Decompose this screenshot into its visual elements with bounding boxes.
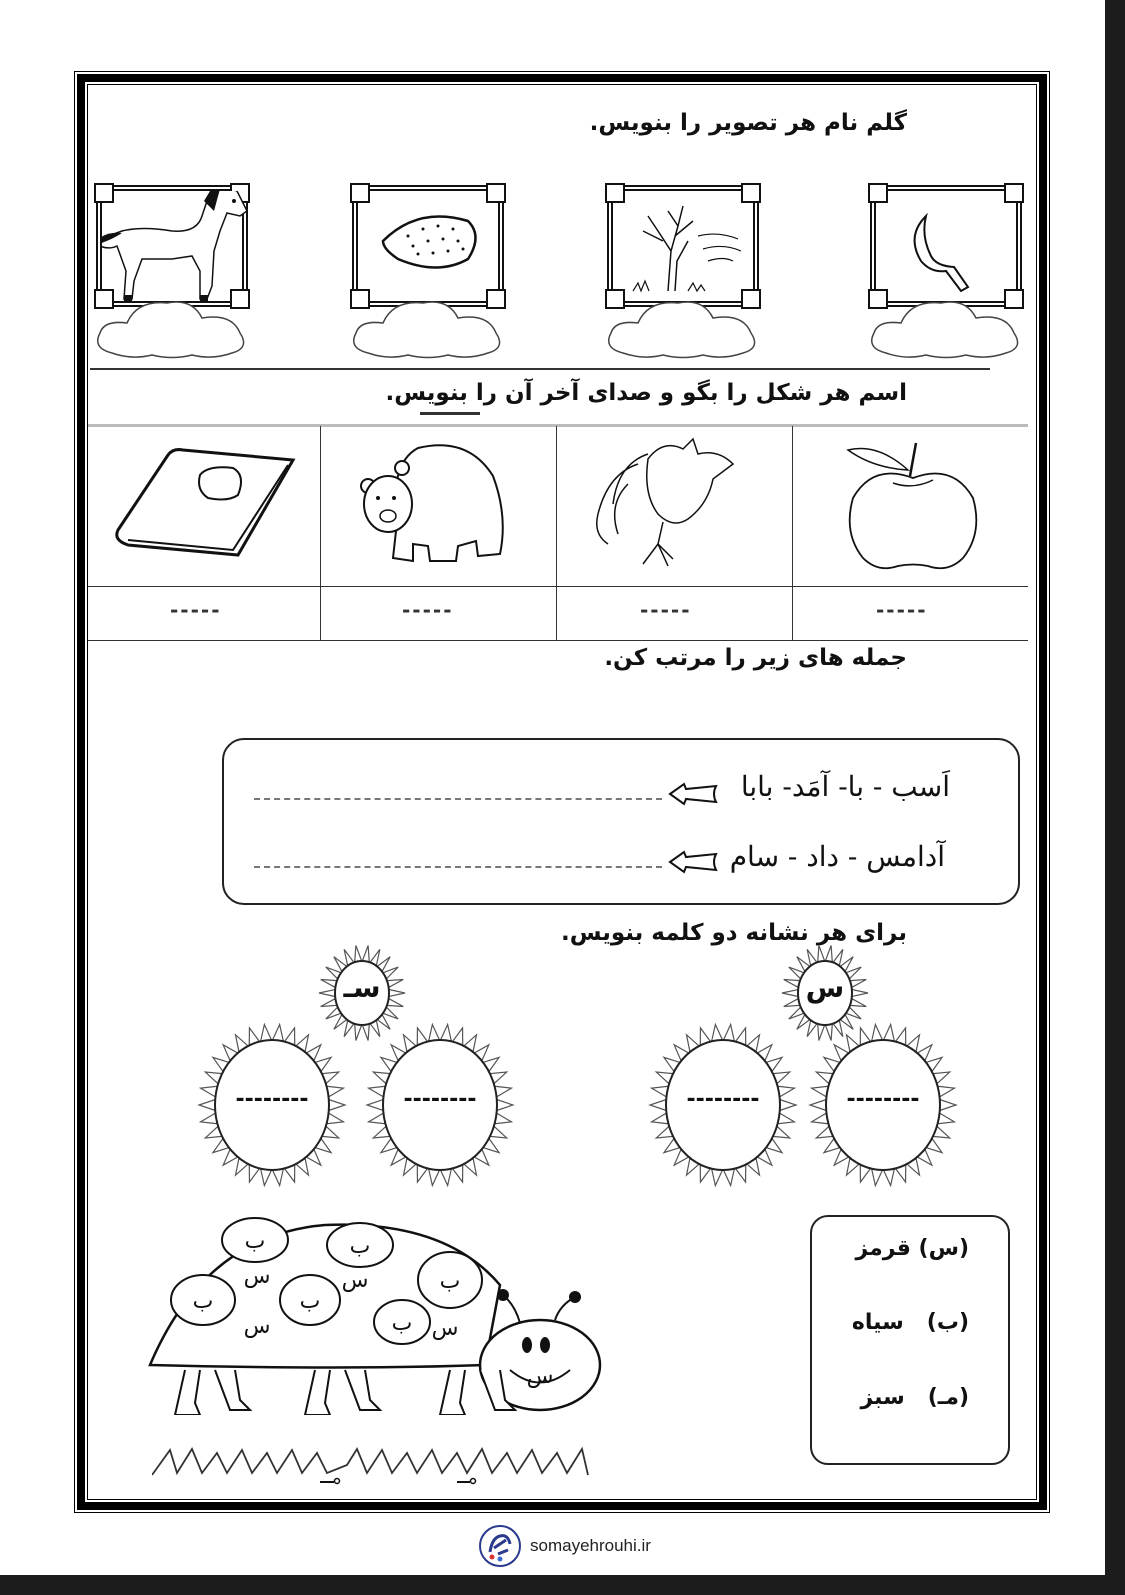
table-divider <box>792 426 793 640</box>
answer-blank-apple[interactable]: ----- <box>876 598 928 622</box>
horse-icon <box>102 191 254 313</box>
footer <box>478 1521 651 1571</box>
ladybug-letter: س <box>526 1364 554 1389</box>
petal <box>884 1024 895 1040</box>
word-blank[interactable]: -------- <box>686 1087 760 1112</box>
sentence-answer-line-1[interactable] <box>254 798 662 800</box>
petal <box>273 1024 284 1040</box>
heading-underline <box>420 412 480 415</box>
petal <box>362 945 369 961</box>
windy-tree-icon <box>613 191 765 313</box>
legend-color: سبز <box>860 1385 905 1410</box>
ladybug-letter: ب <box>391 1311 413 1336</box>
petal <box>724 1169 735 1185</box>
petal <box>872 1024 883 1040</box>
petal <box>273 1169 284 1185</box>
petal <box>261 1169 272 1185</box>
table-bottom-border <box>88 640 1028 641</box>
petal <box>940 1100 956 1111</box>
petal <box>497 1100 513 1111</box>
arrow-left-icon <box>668 848 720 876</box>
sentences-box <box>222 738 1020 905</box>
petal <box>650 1100 666 1111</box>
arrow-left-icon <box>668 780 720 808</box>
petal <box>355 945 362 961</box>
petal <box>872 1169 883 1185</box>
table-divider <box>556 426 557 640</box>
ladybug-letter: س <box>431 1316 459 1341</box>
answer-blank-rooster[interactable]: ----- <box>640 598 692 622</box>
cloud-answer-shape <box>348 298 508 360</box>
word-blank[interactable]: -------- <box>235 1087 309 1112</box>
legend-color: سیاه <box>851 1310 904 1335</box>
sign-letter-seen: س <box>805 971 845 1004</box>
petal <box>884 1169 895 1185</box>
picture-frame-horse <box>96 185 248 307</box>
answer-blank-bear[interactable]: ----- <box>402 598 454 622</box>
petal <box>429 1169 440 1185</box>
section3-instruction: جمله های زیر را مرتب کن. <box>604 645 907 671</box>
section4-instruction: برای هر نشانه دو کلمه بنویس. <box>560 920 907 946</box>
bear-icon <box>358 436 518 576</box>
ladybug-letter: س <box>243 1264 271 1289</box>
petal <box>712 1169 723 1185</box>
petal <box>810 1100 826 1111</box>
seed-icon <box>358 191 510 313</box>
petal <box>429 1024 440 1040</box>
ladybug-letter: ب <box>439 1269 461 1294</box>
ladybug-letter: س <box>341 1268 369 1293</box>
rooster-icon <box>588 434 768 579</box>
sentence-1: اَسب - با- آمَد- بابا <box>740 770 950 803</box>
petal <box>199 1100 215 1111</box>
ladybug-letter: ب <box>299 1289 321 1314</box>
petal <box>724 1024 735 1040</box>
ladybug-icon <box>145 1215 605 1415</box>
petal <box>712 1024 723 1040</box>
petal <box>355 1024 362 1040</box>
apple-icon <box>838 438 988 578</box>
cloud-answer-shape <box>92 298 252 360</box>
table-divider <box>320 426 321 640</box>
legend-letter: (مـ) <box>927 1385 969 1410</box>
section-divider <box>90 368 990 370</box>
legend-color: قرمز <box>855 1236 911 1261</box>
ladybug-letter: ب <box>192 1289 214 1314</box>
picture-frame-seed <box>352 185 504 307</box>
sentence-2: آدامس - داد - سام <box>729 840 945 873</box>
petal <box>367 1100 383 1111</box>
table-row-divider <box>88 586 1028 587</box>
petal <box>441 1169 452 1185</box>
footer-site-link[interactable]: somayehrouhi.ir <box>530 1536 651 1555</box>
table-top-border <box>88 424 1028 427</box>
ladybug-letter: ب <box>349 1234 371 1259</box>
cloud-answer-shape <box>866 298 1026 360</box>
section1-instruction: گلم نام هر تصویر را بنویس. <box>589 110 907 136</box>
book-icon <box>108 440 298 570</box>
picture-frame-sickle <box>870 185 1022 307</box>
petal <box>441 1024 452 1040</box>
petal <box>825 945 832 961</box>
sign-letter-seen-initial: سـ <box>343 971 381 1004</box>
petal <box>329 1100 345 1111</box>
picture-frame-wind <box>607 185 759 307</box>
cloud-answer-shape <box>603 298 763 360</box>
site-logo-icon <box>478 1524 522 1568</box>
word-blank[interactable]: -------- <box>846 1087 920 1112</box>
grass-line <box>152 1445 592 1485</box>
ladybug-letter: ب <box>244 1229 266 1254</box>
legend-item-2 <box>852 1310 969 1335</box>
legend-letter: (ب) <box>926 1310 969 1335</box>
ladybug-letter: س <box>243 1314 271 1339</box>
legend-item-3 <box>860 1385 969 1410</box>
petal <box>261 1024 272 1040</box>
legend-letter: (س) <box>918 1236 969 1261</box>
petal <box>818 945 825 961</box>
sickle-icon <box>876 191 1028 313</box>
petal <box>780 1100 796 1111</box>
section2-instruction: اسم هر شکل را بگو و صدای آخر آن را بنویس. <box>385 380 907 406</box>
word-blank[interactable]: -------- <box>403 1087 477 1112</box>
sentence-answer-line-2[interactable] <box>254 866 662 868</box>
answer-blank-book[interactable]: ----- <box>170 598 222 622</box>
legend-item-1 <box>855 1236 969 1261</box>
